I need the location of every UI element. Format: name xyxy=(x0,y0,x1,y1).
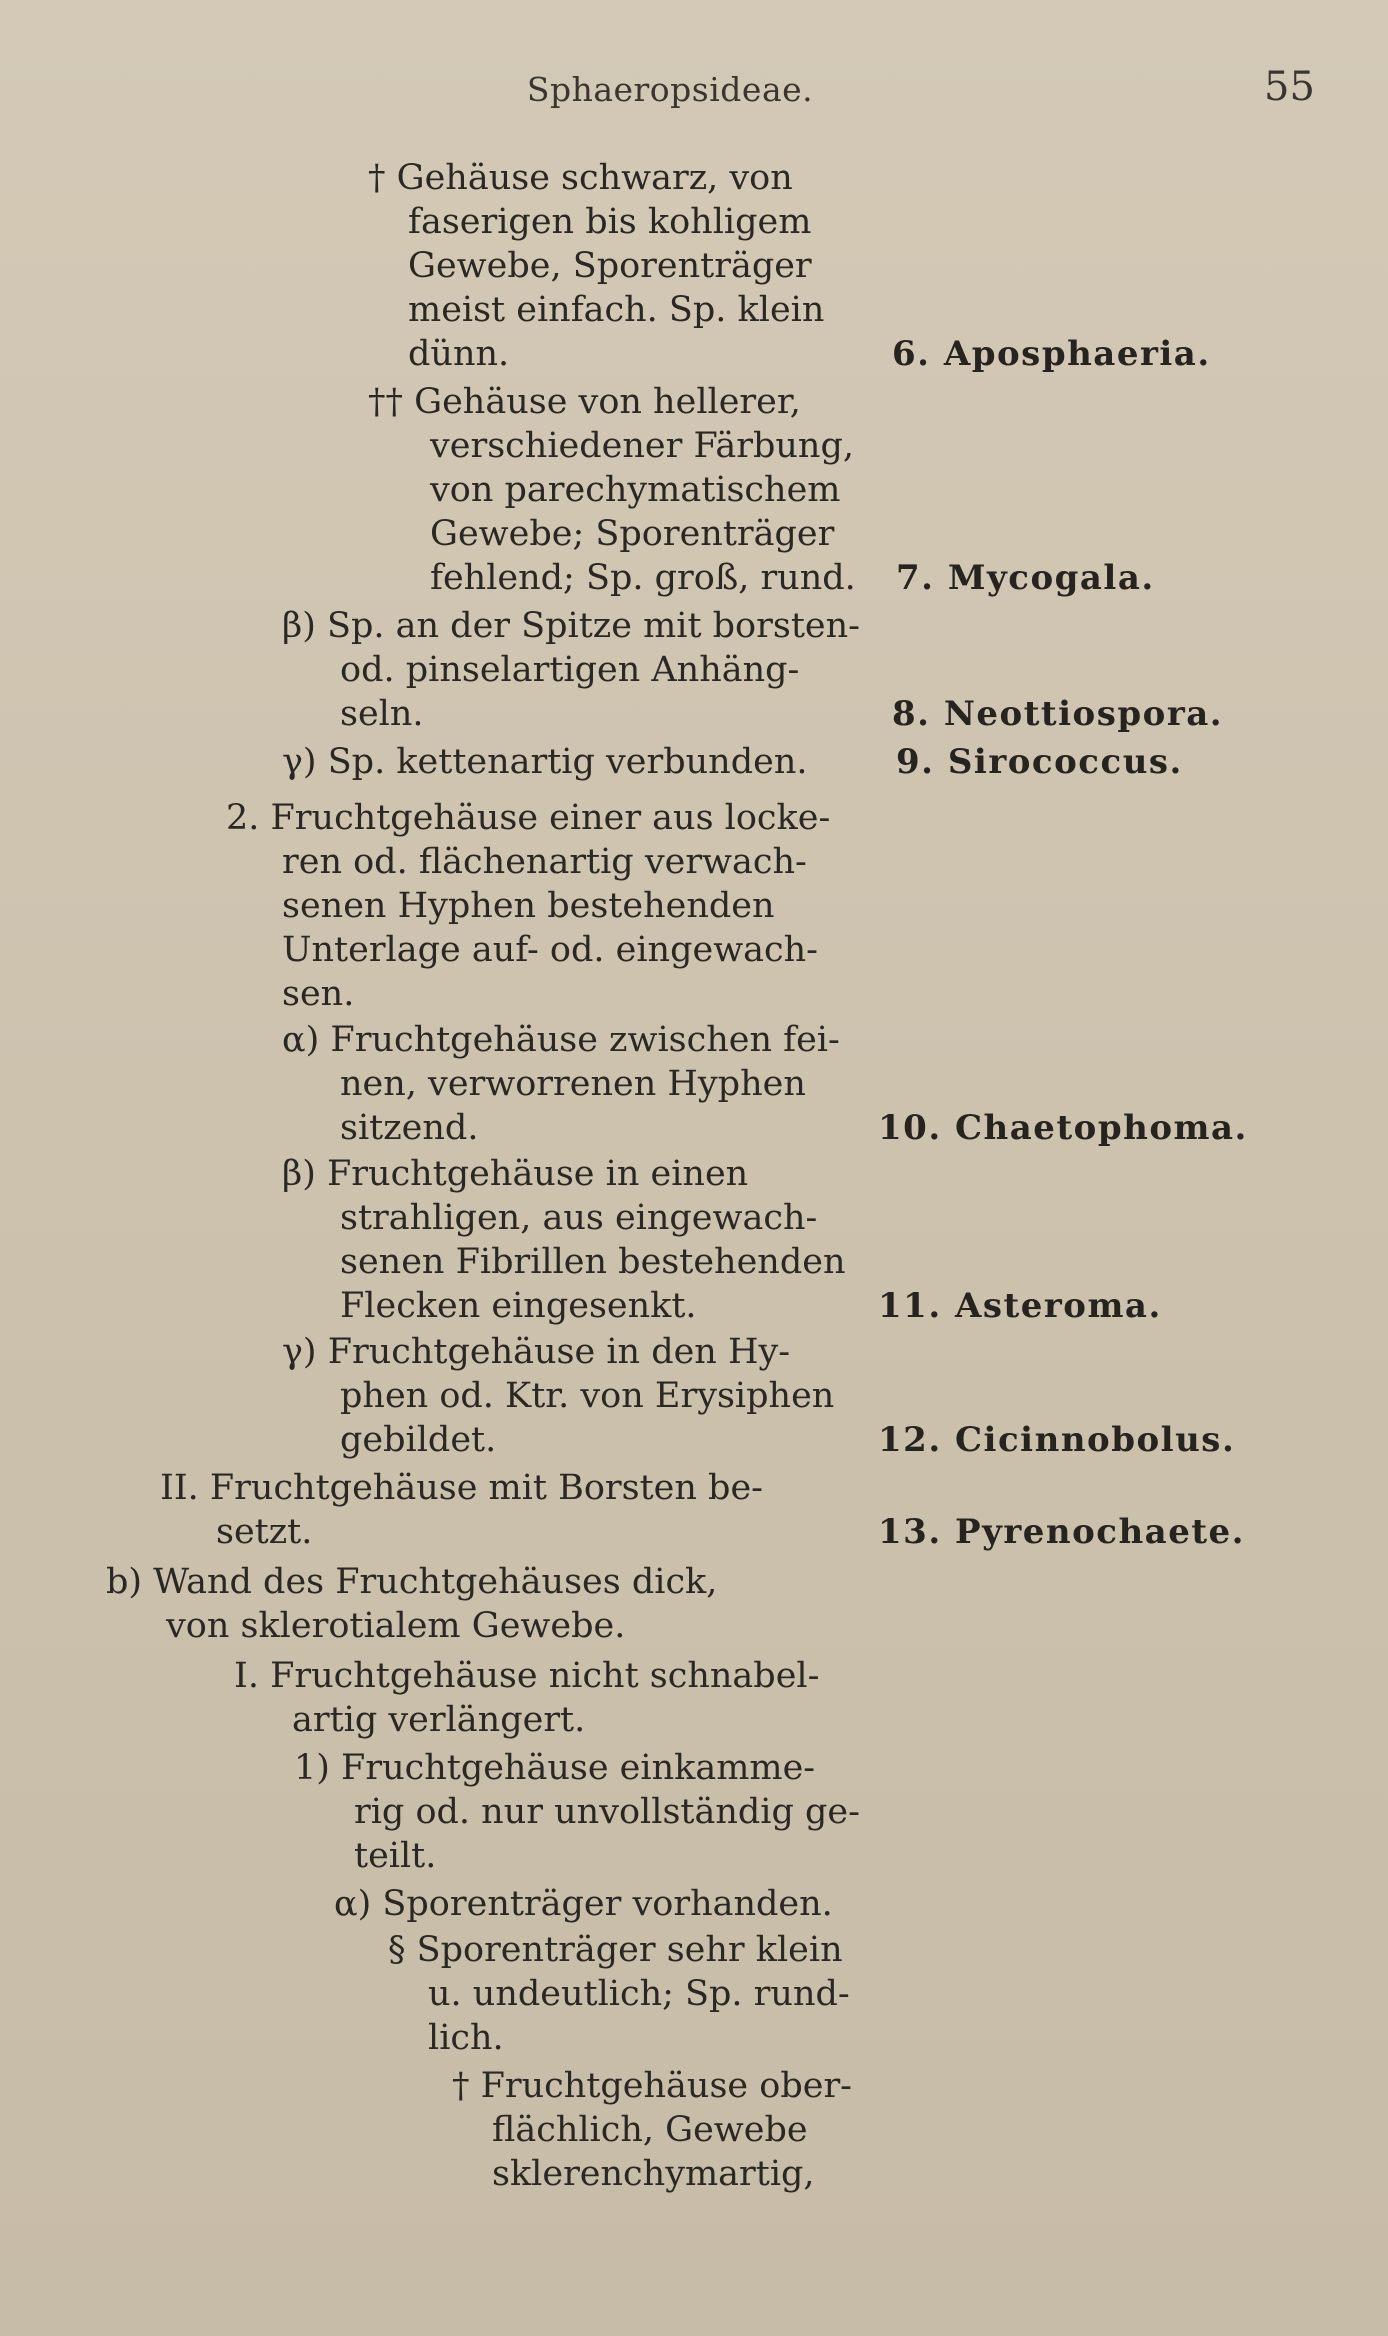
key-line: od. pinselartigen Anhäng- xyxy=(340,650,800,690)
key-line: u. undeutlich; Sp. rund- xyxy=(428,1974,850,2014)
genus-entry xyxy=(892,692,1223,736)
key-line: nen, verworrenen Hyphen xyxy=(340,1064,806,1104)
key-line: sen. xyxy=(282,974,355,1014)
genus-number: 12. xyxy=(878,1420,942,1460)
running-header: Sphaeropsideae. xyxy=(526,70,814,109)
genus-number: 9. xyxy=(896,742,935,782)
genus-number: 10. xyxy=(878,1108,942,1148)
key-line: †† Gehäuse von hellerer, xyxy=(368,382,801,422)
key-line: b) Wand des Fruchtgehäuses dick, xyxy=(106,1562,718,1602)
genus-name: Neottiospora. xyxy=(943,694,1224,734)
genus-number: 6. xyxy=(892,334,931,374)
key-line: † Gehäuse schwarz, von xyxy=(368,158,793,198)
key-line: Gewebe; Sporenträger xyxy=(430,514,835,554)
genus-name: Pyrenochaete. xyxy=(955,1512,1246,1552)
key-line: phen od. Ktr. von Erysiphen xyxy=(340,1376,835,1416)
key-line: β) Sp. an der Spitze mit borsten- xyxy=(282,606,860,646)
key-line: γ) Fruchtgehäuse in den Hy- xyxy=(282,1332,791,1372)
genus-number: 13. xyxy=(878,1512,942,1552)
key-line: lich. xyxy=(428,2018,504,2058)
key-line: verschiedener Färbung, xyxy=(430,426,854,466)
key-line: sitzend. xyxy=(340,1108,479,1148)
key-line: fehlend; Sp. groß, rund. xyxy=(430,558,856,598)
genus-name: Mycogala. xyxy=(947,558,1155,598)
genus-number: 8. xyxy=(892,694,931,734)
key-line: α) Sporenträger vorhanden. xyxy=(334,1884,833,1924)
key-line: sklerenchymartig, xyxy=(492,2154,815,2194)
key-line: von sklerotialem Gewebe. xyxy=(166,1606,626,1646)
key-line: 2. Fruchtgehäuse einer aus locke- xyxy=(226,798,831,838)
genus-entry xyxy=(896,556,1155,600)
key-line: II. Fruchtgehäuse mit Borsten be- xyxy=(160,1468,763,1508)
genus-number: 11. xyxy=(878,1286,942,1326)
key-line: strahligen, aus eingewach- xyxy=(340,1198,818,1238)
key-line: β) Fruchtgehäuse in einen xyxy=(282,1154,749,1194)
genus-entry xyxy=(892,332,1211,376)
genus-name: Cicinnobolus. xyxy=(955,1420,1236,1460)
key-line: I. Fruchtgehäuse nicht schnabel- xyxy=(234,1656,820,1696)
key-line: rig od. nur unvollständig ge- xyxy=(354,1792,860,1832)
key-line: artig verlängert. xyxy=(292,1700,586,1740)
genus-entry xyxy=(878,1418,1235,1462)
genus-entry xyxy=(878,1106,1248,1150)
key-line: ren od. flächenartig verwach- xyxy=(282,842,807,882)
genus-name: Aposphaeria. xyxy=(943,334,1211,374)
genus-name: Asteroma. xyxy=(955,1286,1162,1326)
key-line: senen Fibrillen bestehenden xyxy=(340,1242,846,1282)
page-number: 55 xyxy=(1264,64,1315,110)
genus-entry xyxy=(896,740,1183,784)
key-line: § Sporenträger sehr klein xyxy=(388,1930,843,1970)
key-line: † Fruchtgehäuse ober- xyxy=(452,2066,853,2106)
key-line: α) Fruchtgehäuse zwischen fei- xyxy=(282,1020,840,1060)
genus-number: 7. xyxy=(896,558,935,598)
key-line: dünn. xyxy=(408,334,510,374)
key-line: Flecken eingesenkt. xyxy=(340,1286,697,1326)
key-line: teilt. xyxy=(354,1836,437,1876)
genus-entry xyxy=(878,1284,1162,1328)
key-line: meist einfach. Sp. klein xyxy=(408,290,825,330)
key-line: γ) Sp. kettenartig verbunden. xyxy=(282,742,808,782)
genus-name: Sirococcus. xyxy=(947,742,1183,782)
genus-entry xyxy=(878,1510,1245,1554)
key-line: flächlich, Gewebe xyxy=(492,2110,808,2150)
key-line: seln. xyxy=(340,694,424,734)
genus-name: Chaetophoma. xyxy=(955,1108,1248,1148)
key-line: 1) Fruchtgehäuse einkamme- xyxy=(294,1748,816,1788)
key-line: senen Hyphen bestehenden xyxy=(282,886,775,926)
key-line: setzt. xyxy=(216,1512,313,1552)
key-line: von parechymatischem xyxy=(430,470,841,510)
key-line: Unterlage auf- od. eingewach- xyxy=(282,930,819,970)
key-line: gebildet. xyxy=(340,1420,497,1460)
key-line: Gewebe, Sporenträger xyxy=(408,246,812,286)
key-line: faserigen bis kohligem xyxy=(408,202,812,242)
